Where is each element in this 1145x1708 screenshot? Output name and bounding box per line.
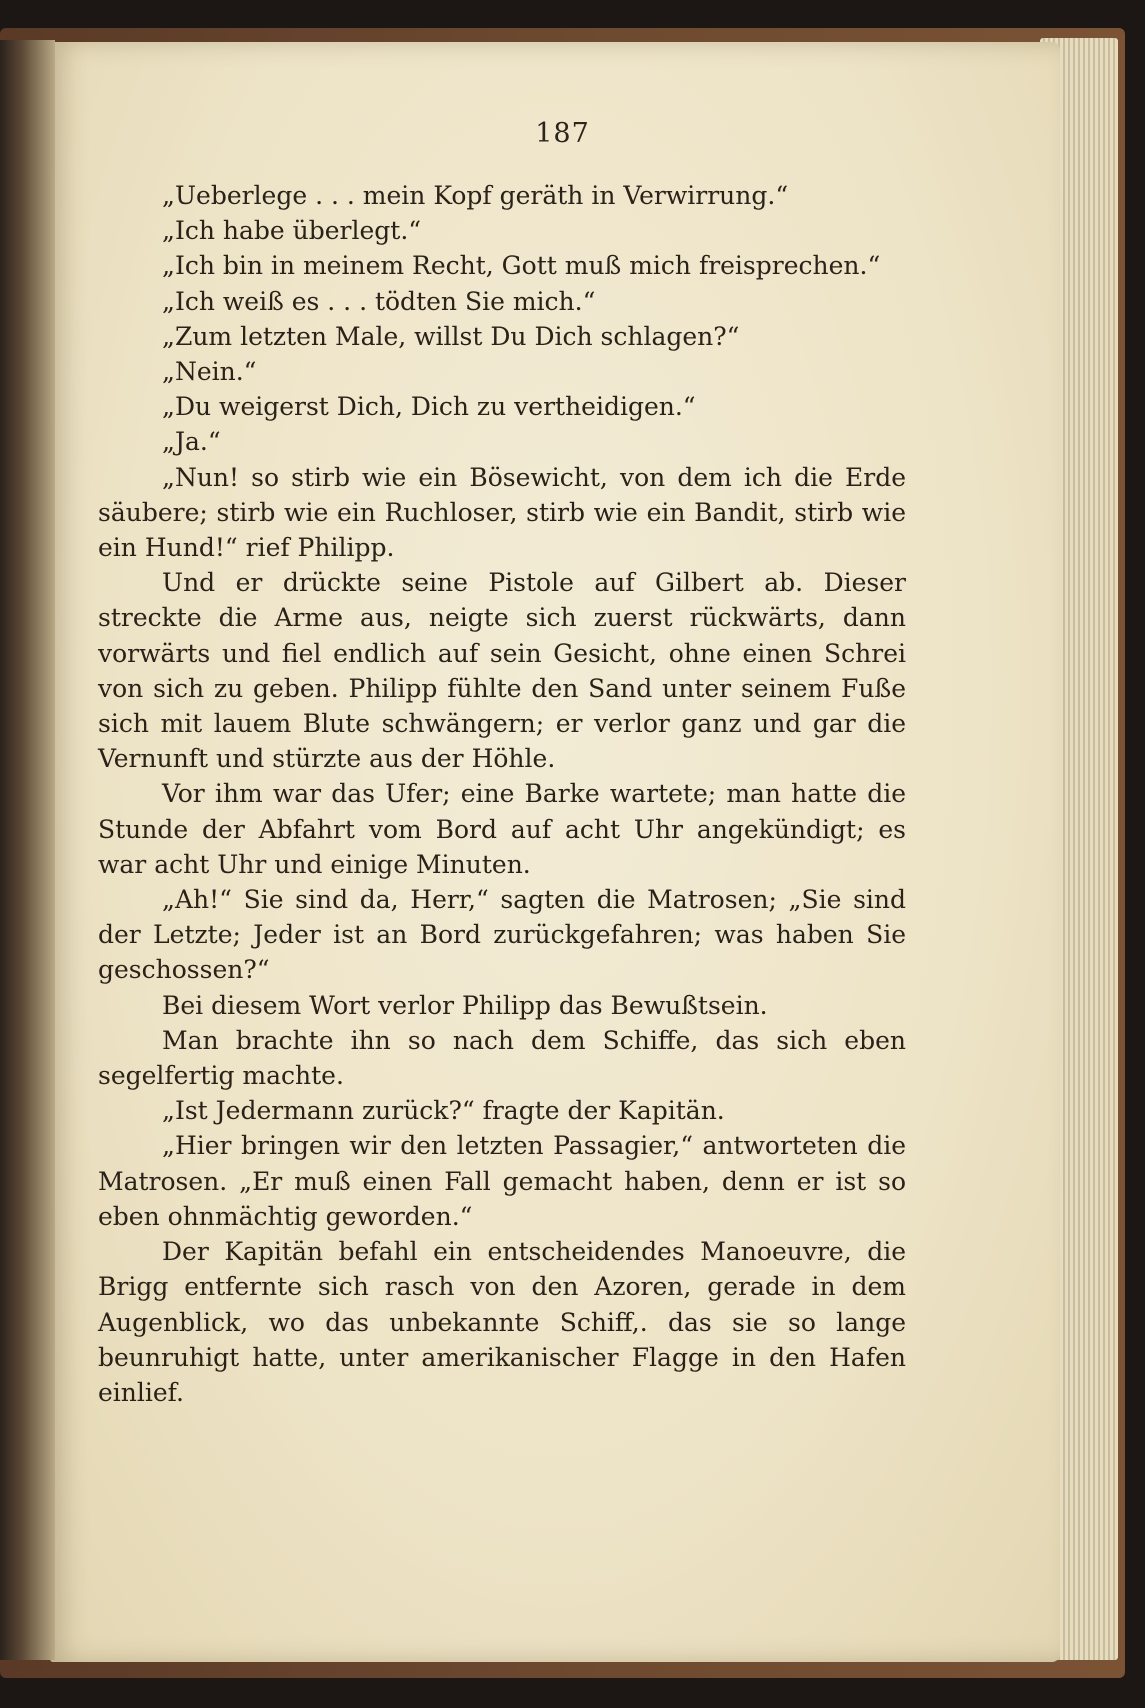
book-gutter — [0, 40, 55, 1660]
paragraph: „Du weigerst Dich, Dich zu vertheidigen.“ — [162, 392, 696, 422]
paragraph: „Ich habe überlegt.“ — [162, 216, 422, 246]
paragraph: Der Kapitän befahl ein entscheidendes Manoeuvre, die Brigg entfernte sich rasch von den Azoren, gerade in dem Augenblick, wo das unbekannte Schiff,. das sie so lange beunruhigt hatte, unter amerikanischer Flagge in den Hafen einlief. — [98, 1237, 906, 1407]
paragraph: „Ueberlege . . . mein Kopf geräth in Verwirrung.“ — [162, 181, 789, 210]
paragraph: „Ah!“ Sie sind da, Herr,“ sagten die Matrosen; „Sie sind der Letzte; Jeder ist an Bord zurückgefahren; was haben Sie geschossen?“ — [98, 885, 906, 985]
paragraph: „Ist Jedermann zurück?“ fragte der Kapitän. — [162, 1096, 725, 1126]
paragraph: „Zum letzten Male, willst Du Dich schlagen?“ — [162, 321, 740, 351]
paragraph: „Ich weiß es . . . tödten Sie mich.“ — [162, 286, 596, 316]
body-text — [98, 178, 906, 1410]
paragraph: „Hier bringen wir den letzten Passagier,“ antworteten die Matrosen. „Er muß einen Fall gemacht haben, denn er ist so eben ohnmächtig geworden.“ — [98, 1131, 906, 1231]
page-number: 187 — [535, 118, 590, 149]
paragraph: „Ich bin in meinem Recht, Gott muß mich freisprechen.“ — [162, 251, 881, 281]
paragraph: „Nun! so stirb wie ein Bösewicht, von dem ich die Erde säubere; stirb wie ein Ruchloser, stirb wie ein Bandit, stirb wie ein Hund!“ rief Philipp. — [98, 462, 906, 563]
paragraph: Bei diesem Wort verlor Philipp das Bewußtsein. — [162, 990, 768, 1020]
paragraph: Man brachte ihn so nach dem Schiffe, das sich eben segelfertig machte. — [98, 1025, 906, 1091]
paragraph: Und er drückte seine Pistole auf Gilbert ab. Dieser streckte die Arme aus, neigte sich zuerst rückwärts, dann vorwärts und fiel endlich auf sein Gesicht, ohne einen Schrei von sich zu geben. Philipp fühlte den Sand unter seinem Fuße sich mit lauem Blute schwängern; er verlor ganz und gar die Vernunft und stürzte aus der Höhle. — [98, 568, 906, 774]
paragraph: „Nein.“ — [162, 357, 257, 387]
paragraph: Vor ihm war das Ufer; eine Barke wartete; man hatte die Stunde der Abfahrt vom Bord auf acht Uhr angekündigt; es war acht Uhr und einige Minuten. — [98, 779, 906, 879]
paragraph: „Ja.“ — [162, 427, 221, 457]
